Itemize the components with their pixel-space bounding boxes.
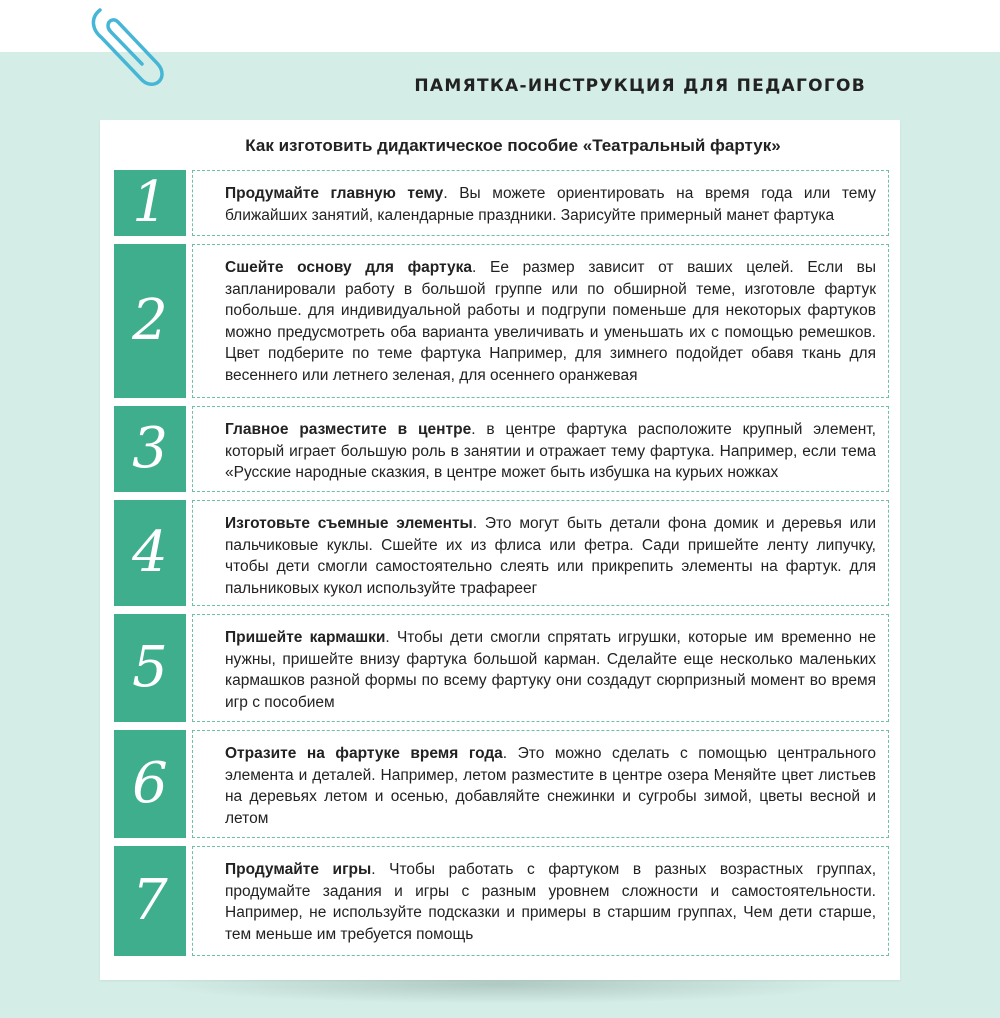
step-body: . Это можно сделать с помощью центрального элемента и деталей. Например, летом разместите в центре озера Меняйте цвет листьев на деревьях летом и осенью, добавляйте снежинки и сугробы зимой, цветы весной и летом xyxy=(225,745,876,827)
step-text xyxy=(192,244,889,398)
step-number: 3 xyxy=(114,406,186,492)
step-heading: Продумайте игры xyxy=(225,861,372,878)
step-2 xyxy=(114,244,889,398)
step-body: . Вы можете ориентировать на время года или тему ближайших занятий, календарные праздники. Зарисуйте примерный манет фартука xyxy=(225,185,876,224)
step-3 xyxy=(114,406,889,492)
step-number: 4 xyxy=(114,500,186,606)
step-heading: Изготовьте съемные элементы xyxy=(225,515,473,532)
step-body: . Чтобы работать с фартуком в разных возрастных группах, продумайте задания и игры с разным уровнем сложности и самостоятельности. Например, не используйте подсказки и примеры в старшим группах, Чем дети старше, тем меньше им требуется помощь xyxy=(225,861,876,943)
step-number: 1 xyxy=(114,170,186,236)
step-text xyxy=(192,406,889,492)
step-heading: Главное разместите в центре xyxy=(225,421,472,438)
step-heading: Продумайте главную тему xyxy=(225,185,444,202)
step-5 xyxy=(114,614,889,722)
step-7 xyxy=(114,846,889,956)
step-number: 6 xyxy=(114,730,186,838)
step-heading: Отразите на фартуке время года xyxy=(225,745,503,762)
step-body: . в центре фартука расположите крупный элемент, который играет большую роль в занятии и отражает тему фартука. Например, если тема «Русские народные сказкия, в центре может быть избушка на курьих ножках xyxy=(225,421,876,481)
step-text xyxy=(192,170,889,236)
step-number: 7 xyxy=(114,846,186,956)
card-title: Как изготовить дидактическое пособие «Театральный фартук» xyxy=(245,136,781,155)
step-heading: Пришейте кармашки xyxy=(225,629,386,646)
step-body: . Это могут быть детали фона домик и деревья или пальчиковые куклы. Сшейте их из флиса или фетра. Сади пришейте ленту липучку, чтобы дети смогли самостоятельно слеять или прикрепить элементы на фартук. для пальниковых кукол используйте трафареег xyxy=(225,515,876,597)
step-1 xyxy=(114,170,889,236)
step-number: 5 xyxy=(114,614,186,722)
step-text xyxy=(192,614,889,722)
step-text xyxy=(192,500,889,606)
step-text xyxy=(192,846,889,956)
step-number: 2 xyxy=(114,244,186,398)
step-body: . Ее размер зависит от ваших целей. Если вы запланировали работу в большой группе или по обширной теме, изготовле фартук побольше. для индивидуальной работы и подгрупи поменьше для некоторых фартуков можно предусмотреть оба варианта увеличивать и уменьшать их с помощью ремешков. Цвет подберите по теме фартука Например, для зимнего подойдет обавя ткань для весеннего или летнего зеленая, для осеннего оранжевая xyxy=(225,259,876,384)
page-header-title: ПАМЯТКА-ИНСТРУКЦИЯ ДЛЯ ПЕДАГОГОВ xyxy=(414,76,866,96)
step-6 xyxy=(114,730,889,838)
step-text xyxy=(192,730,889,838)
step-heading: Сшейте основу для фартука xyxy=(225,259,473,276)
paperclip-icon xyxy=(82,0,168,96)
instruction-card xyxy=(100,120,900,980)
step-body: . Чтобы дети смогли спрятать игрушки, которые им временно не нужны, пришейте внизу фартука большой карман. Сделайте еще несколько маленьких кармашков разной формы по всему фартуку они создадут сюрпризный момент во время игр с пособием xyxy=(225,629,877,711)
step-4 xyxy=(114,500,889,606)
